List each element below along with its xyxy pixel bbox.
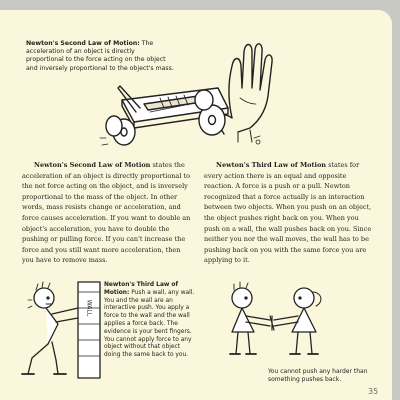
caption-third-law-text: Push a wall, any wall. You and the wall are an interactive push. You apply a force to the wall and the wall applies a force back. The evidence is your bent fingers. You cannot apply force to any object without that object doing the same back to you. — [104, 289, 195, 359]
third-law-caption — [104, 282, 196, 360]
third-law-title: Newton's Third Law of Motion — [216, 161, 327, 169]
second-law-paragraph — [22, 160, 192, 266]
book-page — [0, 10, 392, 400]
third-law-text: states for every action there is an equal and opposite reaction. A force is a push or a pull. Newton recognized that a force actually is an interaction between two objects. When you push on an object, the object pushes right back on you. When you push on a wall, the wall pushes back on you. Since neither you nor the wall moves, the wall has to be pushing back on you with the same force you are applying to it. — [204, 161, 372, 265]
second-law-text: states the acceleration of an object is directly proportional to the net force acting on the object, and is inversely proportional to the mass of the object. In other words, mass resists change or acceleration, and force causes acceleration. If you want to double an object's acceleration, you have to double the pushing or pulling force. If you can't increase the force and you still want more acceleration, then you have to remove mass. — [22, 161, 191, 265]
third-law-paragraph — [204, 160, 376, 266]
bottom-caption: You cannot push any harder than something pushes back. — [268, 368, 368, 383]
top-illustration-caption — [26, 40, 174, 73]
two-kids-pushing-illustration — [212, 282, 336, 366]
person-pushing-wall-illustration — [18, 278, 104, 382]
page-number: 35 — [368, 387, 379, 396]
caption-third-law-bold: Newton's Third Law of Motion: — [104, 282, 179, 296]
second-law-title: Newton's Second Law of Motion — [34, 161, 151, 169]
wall-label: WALL — [85, 299, 93, 317]
caption-top-text: The acceleration of an object is directly proportional to the force acting on the object and inversely proportional to the object's mass. — [26, 40, 174, 72]
caption-top-bold: Newton's Second Law of Motion: — [26, 40, 140, 47]
